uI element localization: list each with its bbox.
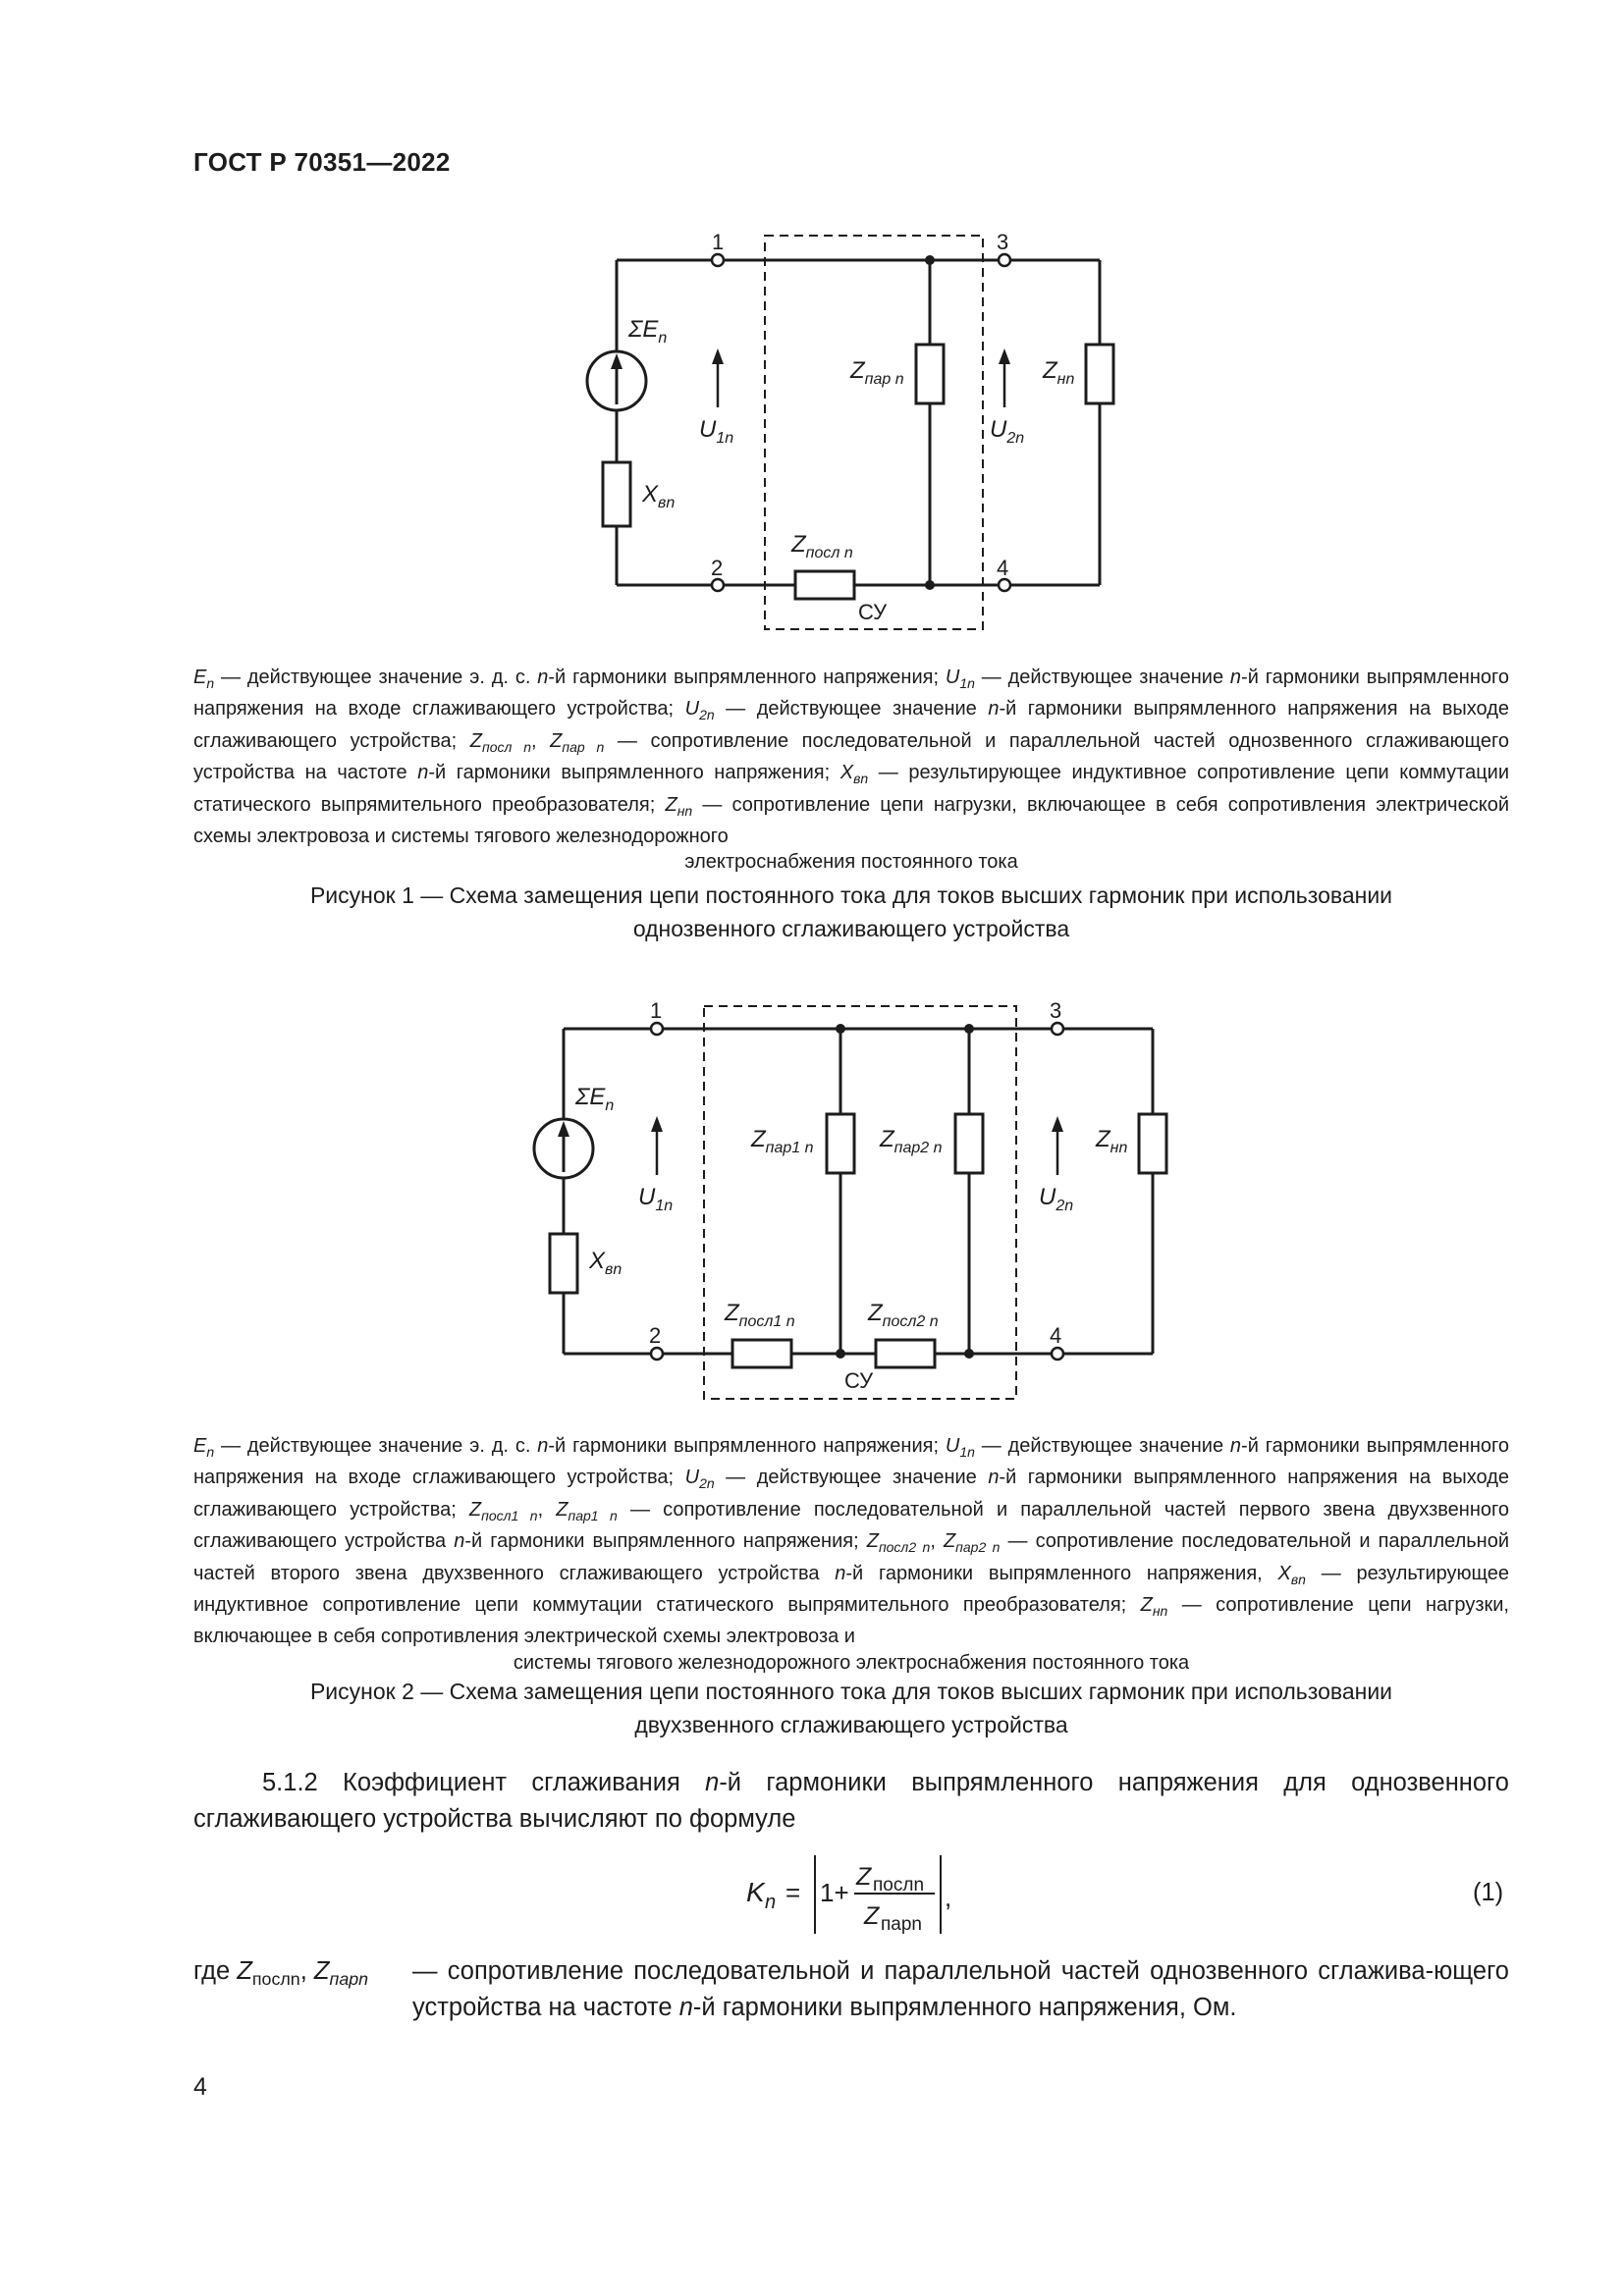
- terminal-3: [999, 254, 1010, 266]
- junction-dot: [964, 1024, 974, 1034]
- terminal-2: [712, 579, 724, 591]
- svg-text:Z: Z: [856, 1863, 872, 1891]
- source-label: $\Sigma E_n$: [575, 1084, 615, 1114]
- clause-number: 5.1.2: [262, 1769, 318, 1796]
- svg-text:,: ,: [945, 1883, 952, 1912]
- node-label-2: 2: [711, 556, 724, 580]
- terminal-3: [1052, 1023, 1063, 1035]
- node-label-4: 4: [1050, 1323, 1062, 1348]
- svg-text:послn: послn: [873, 1875, 925, 1896]
- zpar2-resistor: [955, 1114, 983, 1173]
- node-label-3: 3: [1050, 998, 1062, 1023]
- formula-1: [741, 1845, 977, 1944]
- where-symbols: где $Z_{послn}$, $Z_{парn}$: [193, 1957, 369, 1990]
- junction-dot: [925, 580, 935, 590]
- figure-2-caption: Рисунок 2 — Схема замещения цепи постоянного тока для токов высших гармоник при использовании двухзвенного сглаживающего устройства: [309, 1679, 1393, 1737]
- node-label-4: 4: [997, 556, 1009, 580]
- zn-resistor: [1086, 345, 1113, 403]
- svg-text:Z: Z: [864, 1902, 880, 1930]
- voltage-source-icon: [587, 351, 646, 410]
- equation-number: (1): [1473, 1879, 1504, 1906]
- u1-label: $U_{1n}$: [699, 416, 734, 447]
- junction-dot: [925, 255, 935, 265]
- node-label-1: 1: [712, 230, 725, 254]
- terminal-1: [651, 1023, 663, 1035]
- xv-label: $X_{вn}$: [642, 481, 676, 511]
- svg-text:K: K: [746, 1877, 765, 1907]
- xv-resistor: [550, 1234, 577, 1293]
- node-label-1: 1: [650, 998, 663, 1023]
- junction-dot: [836, 1024, 845, 1034]
- zn-label: $Z_{нn}$: [1043, 357, 1075, 388]
- xv-resistor: [603, 462, 630, 526]
- source-label: $\Sigma E_n$: [628, 316, 668, 347]
- figure-1-caption: Рисунок 1 — Схема замещения цепи постоянного тока для токов высших гармоник при использовании однозвенного сглаживающего устройства: [309, 882, 1393, 941]
- su-label: СУ: [844, 1368, 874, 1393]
- figure-1-legend: $E_n$ — действующее значение э. д. с. n-й гармоники выпрямленного напряжения; $U_{1n}$ — действующее значение n-й гармоники выпрямленного напряжения на входе сглаживающего устройства; $U_{2n}$ — действующее значение n-й гармоники выпрямленного напряжения на выходе сглаживающего устройства; $Z_{посл n}$, $Z_{пар n}$ — сопротивление последовательной и параллельной частей однозвенного сглаживающего устройства на частоте n-й гармоники выпрямленного напряжения; $X_{вn}$ — результирующее индуктивное сопротивление цепи коммутации статического выпрямительного преобразователя; $Z_{нn}$ — сопротивление цепи нагрузки, включающее в себя сопротивления электрической схемы электровоза и системы тягового железнодорожного электроснабжения постоянного тока: [193, 667, 1510, 874]
- figure-2-legend: $E_n$ — действующее значение э. д. с. n-й гармоники выпрямленного напряжения; $U_{1n}$ — действующее значение n-й гармоники выпрямленного напряжения на входе сглаживающего устройства; $U_{2n}$ — действующее значение n-й гармоники выпрямленного напряжения на выходе сглаживающего устройства; $Z_{посл1 n}$, $Z_{пар1 n}$ — сопротивление последовательной и параллельной частей первого звена двухзвенного сглаживающего устройства n-й гармоники выпрямленного напряжения; $Z_{посл2 n}$, $Z_{пар2 n}$ — сопротивление последовательной и параллельной частей второго звена двухзвенного сглаживающего устройства n-й гармоники выпрямленного напряжения, $X_{вn}$ — результирующее индуктивное сопротивление цепи коммутации статического выпрямительного преобразователя; $Z_{нn}$ — сопротивление цепи нагрузки, включающее в себя сопротивления электрической схемы электровоза и системы тягового железнодорожного электроснабжения постоянного тока: [193, 1435, 1510, 1674]
- zposl1-label: $Z_{посл1 n}$: [725, 1300, 795, 1330]
- svg-text:n: n: [765, 1892, 777, 1913]
- zn-label: $Z_{нn}$: [1096, 1126, 1128, 1156]
- node-label-3: 3: [997, 230, 1009, 254]
- u2-label: $U_{2n}$: [1039, 1184, 1074, 1214]
- clause-5-1-2-paragraph: 5.1.2 Коэффициент сглаживания n-й гармоники выпрямленного напряжения для однозвенного сглаживающего устройства вычисляют по формуле: [193, 1769, 1509, 1833]
- figure-1-circuit-diagram: [550, 221, 1159, 643]
- junction-dot: [836, 1349, 845, 1359]
- zposl-label: $Z_{посл n}$: [791, 531, 853, 561]
- xv-label: $X_{вn}$: [589, 1248, 623, 1278]
- svg-text:=: =: [785, 1878, 801, 1907]
- zposl1-resistor: [732, 1340, 791, 1367]
- voltage-source-icon: [534, 1119, 593, 1178]
- document-header: ГОСТ Р 70351—2022: [193, 147, 451, 177]
- svg-text:парn: парn: [881, 1914, 922, 1935]
- zpar-label: $Z_{пар n}$: [850, 357, 904, 388]
- page-number: 4: [193, 2073, 207, 2101]
- zposl-resistor: [795, 571, 854, 599]
- zposl2-label: $Z_{посл2 n}$: [868, 1300, 939, 1330]
- figure-2-circuit-diagram: [530, 991, 1178, 1414]
- terminal-4: [1052, 1348, 1063, 1360]
- zpar1-label: $Z_{пар1 n}$: [751, 1126, 814, 1156]
- zposl2-resistor: [876, 1340, 935, 1367]
- terminal-4: [999, 579, 1010, 591]
- zpar2-label: $Z_{пар2 n}$: [880, 1126, 943, 1156]
- where-description: — сопротивление последовательной и параллельной частей однозвенного сглажива-ющего устройства на частоте n-й гармоники выпрямленного напряжения, Ом.: [412, 1957, 1509, 2021]
- u1-label: $U_{1n}$: [638, 1184, 674, 1214]
- terminal-1: [712, 254, 724, 266]
- zpar-resistor: [916, 345, 944, 403]
- u2-label: $U_{2n}$: [990, 416, 1025, 447]
- svg-text:1+: 1+: [820, 1878, 849, 1907]
- junction-dot: [964, 1349, 974, 1359]
- zpar1-resistor: [827, 1114, 854, 1173]
- su-label: СУ: [858, 600, 888, 624]
- terminal-2: [651, 1348, 663, 1360]
- node-label-2: 2: [649, 1323, 662, 1348]
- zn-resistor: [1139, 1114, 1166, 1173]
